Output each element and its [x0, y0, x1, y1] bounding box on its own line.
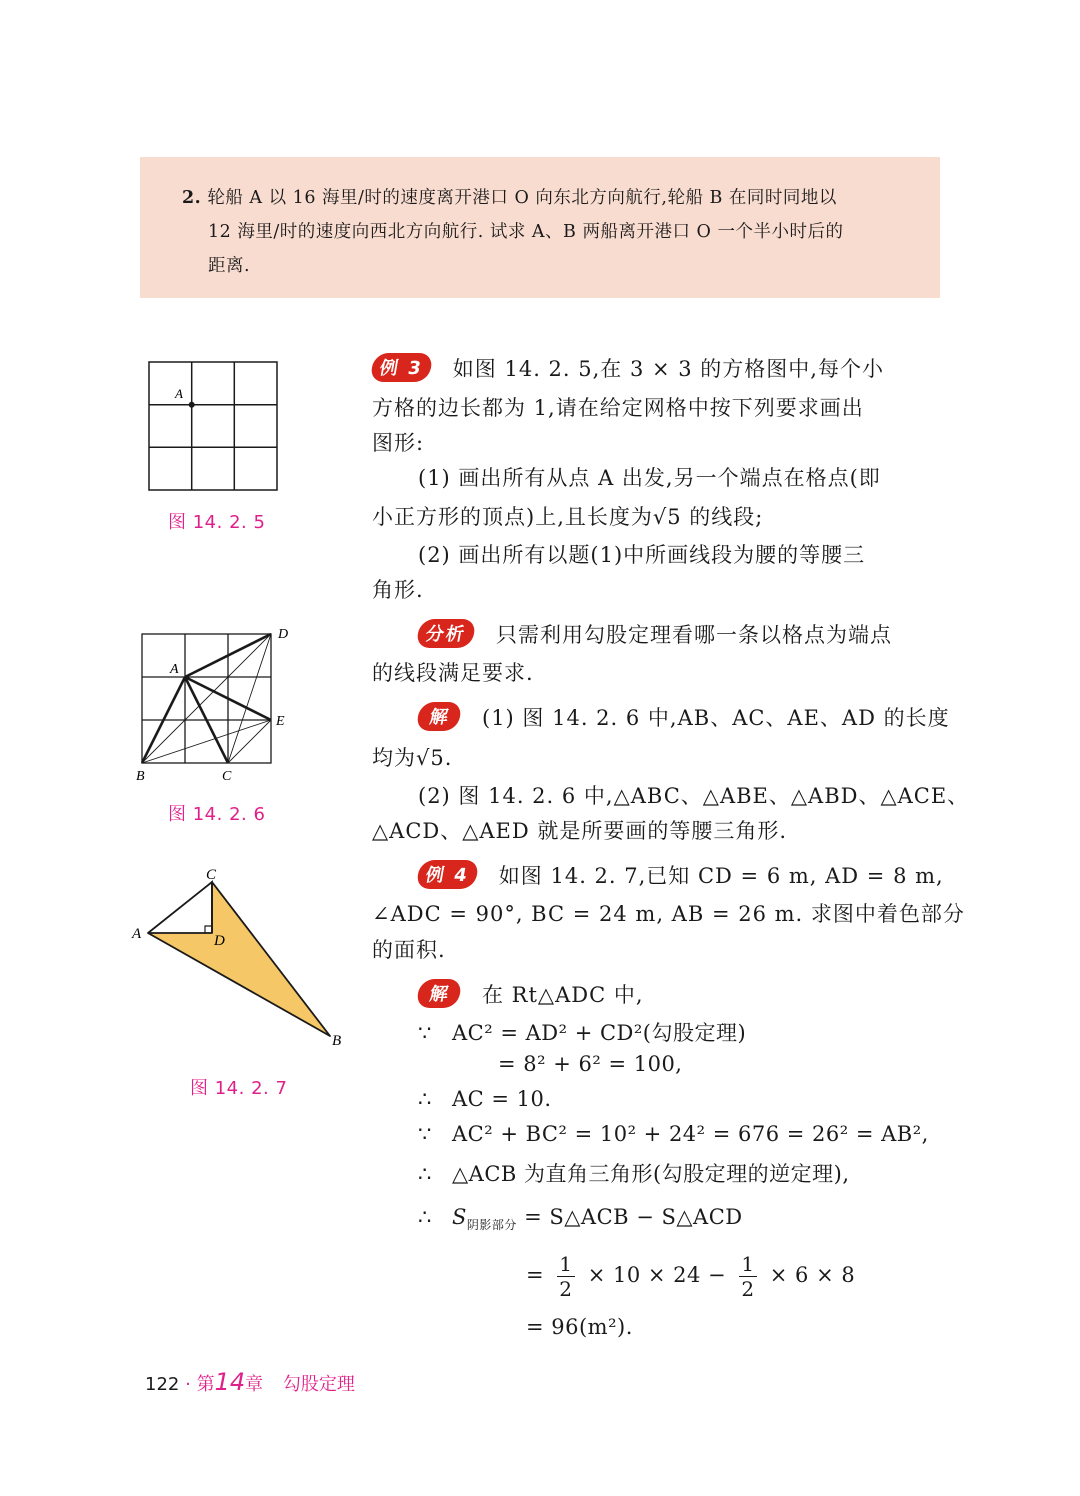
- area-symbol: S: [452, 1205, 467, 1229]
- figure-caption-14-2-6: 图 14. 2. 6: [168, 804, 266, 825]
- solution4-step-7: [526, 1252, 855, 1301]
- solution4-tag: 解: [415, 979, 462, 1008]
- solution3-tag: 解: [415, 702, 462, 731]
- area-subscript: 阴影部分: [466, 1218, 517, 1233]
- fraction-denominator: 2: [559, 1277, 573, 1301]
- example4-tag: 例 4: [415, 860, 479, 889]
- example3-text-1: 如图 14. 2. 5,在 3 × 3 的方格图中,每个小: [452, 357, 884, 381]
- exercise-line-2: 12 海里/时的速度向西北方向航行. 试求 A、B 两船离开港口 O 一个半小时后的: [208, 222, 844, 242]
- step4-text: AC² + BC² = 10² + 24² = 676 = 26² = AB²,: [452, 1122, 929, 1146]
- fig6-label-e: E: [276, 714, 285, 729]
- exercise-line-3: 距离.: [208, 256, 251, 276]
- example3-line-7: 角形.: [372, 578, 424, 602]
- example4-line-1: [418, 860, 944, 890]
- because-symbol: ∵: [418, 1021, 432, 1045]
- exercise-box: [140, 157, 940, 298]
- fig6-label-c: C: [222, 769, 232, 784]
- fraction-half-1: [557, 1252, 574, 1301]
- example3-line-4: (1) 画出所有从点 A 出发,另一个端点在格点(即: [418, 466, 881, 490]
- solution4-line-1: [418, 979, 644, 1009]
- solution3-text-1: (1) 图 14. 2. 6 中,AB、AC、AE、AD 的长度: [482, 706, 950, 730]
- page-number: 122: [145, 1374, 180, 1395]
- step6-rhs: = S△ACB − S△ACD: [524, 1205, 743, 1229]
- example3-line-6: (2) 画出所有以题(1)中所画线段为腰的等腰三: [418, 543, 866, 567]
- example3-tag: 例 3: [369, 353, 433, 382]
- exercise-number: 2.: [182, 188, 202, 208]
- example3-line-3: 图形:: [372, 431, 425, 455]
- figure-14-2-6: [130, 622, 295, 787]
- solution3-line-1: [418, 702, 950, 732]
- step3-text: AC = 10.: [452, 1087, 552, 1111]
- step7-equals: =: [526, 1263, 545, 1287]
- figure-caption-14-2-5: 图 14. 2. 5: [168, 512, 266, 533]
- fig7-label-a: A: [132, 926, 142, 942]
- chapter-suffix: 章: [245, 1374, 264, 1395]
- chapter-number: 14: [214, 1368, 246, 1396]
- figure-caption-14-2-7: 图 14. 2. 7: [190, 1078, 288, 1099]
- chapter-title: 勾股定理: [282, 1374, 355, 1395]
- fig7-label-b: B: [332, 1033, 342, 1049]
- fig6-label-b: B: [136, 769, 145, 784]
- therefore-symbol-2: ∴: [418, 1162, 432, 1186]
- solution3-line-3: (2) 图 14. 2. 6 中,△ABC、△ABE、△ABD、△ACE、: [418, 784, 970, 808]
- fig5-label-a: A: [175, 386, 183, 401]
- because-symbol-2: ∵: [418, 1122, 432, 1146]
- solution4-step-4: [418, 1122, 929, 1146]
- example4-line-3: 的面积.: [372, 938, 446, 962]
- footer-dot: ·: [185, 1374, 191, 1395]
- example3-line-2: 方格的边长都为 1,请在给定网格中按下列要求画出: [372, 396, 864, 420]
- step7-end: × 6 × 8: [769, 1263, 856, 1287]
- chapter-prefix: 第: [196, 1374, 215, 1395]
- therefore-symbol: ∴: [418, 1087, 432, 1111]
- figure-14-2-7: [128, 862, 353, 1052]
- analysis-text-1: 只需利用勾股定理看哪一条以格点为端点: [496, 623, 892, 647]
- step7-middle: × 10 × 24 −: [587, 1263, 727, 1287]
- analysis-line-2: 的线段满足要求.: [372, 661, 534, 685]
- solution3-line-2: 均为√5.: [372, 746, 453, 770]
- fraction-half-2: [739, 1252, 756, 1301]
- step5-text: △ACB 为直角三角形(勾股定理的逆定理),: [452, 1162, 850, 1186]
- exercise-line-1: [182, 184, 837, 209]
- fig6-label-a: A: [170, 662, 179, 677]
- solution4-step-8: = 96(m²).: [526, 1315, 633, 1339]
- fig7-label-d: D: [214, 933, 225, 949]
- solution4-text-1: 在 Rt△ADC 中,: [482, 983, 644, 1007]
- page-footer: [145, 1368, 355, 1396]
- solution4-step-3: [418, 1087, 552, 1111]
- solution4-step-2: = 8² + 6² = 100,: [498, 1052, 683, 1076]
- example4-line-2: ∠ADC = 90°, BC = 24 m, AB = 26 m. 求图中着色部分: [372, 902, 965, 926]
- example3-line-1: [372, 353, 884, 383]
- analysis-line-1: [418, 619, 892, 649]
- solution4-step-6: [418, 1205, 743, 1233]
- analysis-tag: 分析: [415, 619, 476, 648]
- step1-text: AC² = AD² + CD²(勾股定理): [452, 1021, 747, 1045]
- therefore-symbol-3: ∴: [418, 1205, 432, 1229]
- fig7-label-c: C: [206, 867, 217, 883]
- fraction-denominator-2: 2: [741, 1277, 755, 1301]
- solution4-step-5: [418, 1158, 850, 1188]
- fraction-numerator-2: 1: [741, 1252, 755, 1276]
- fig6-label-d: D: [278, 627, 289, 642]
- solution4-step-1: [418, 1017, 746, 1047]
- solution3-line-4: △ACD、△AED 就是所要画的等腰三角形.: [372, 819, 788, 843]
- exercise-text-1: 轮船 A 以 16 海里/时的速度离开港口 O 向东北方向航行,轮船 B 在同时同地以: [207, 188, 837, 208]
- example3-line-5: 小正方形的顶点)上,且长度为√5 的线段;: [372, 505, 764, 529]
- example4-text-1: 如图 14. 2. 7,已知 CD = 6 m, AD = 8 m,: [498, 864, 944, 888]
- figure-14-2-5: [140, 355, 285, 495]
- fraction-numerator: 1: [559, 1252, 573, 1276]
